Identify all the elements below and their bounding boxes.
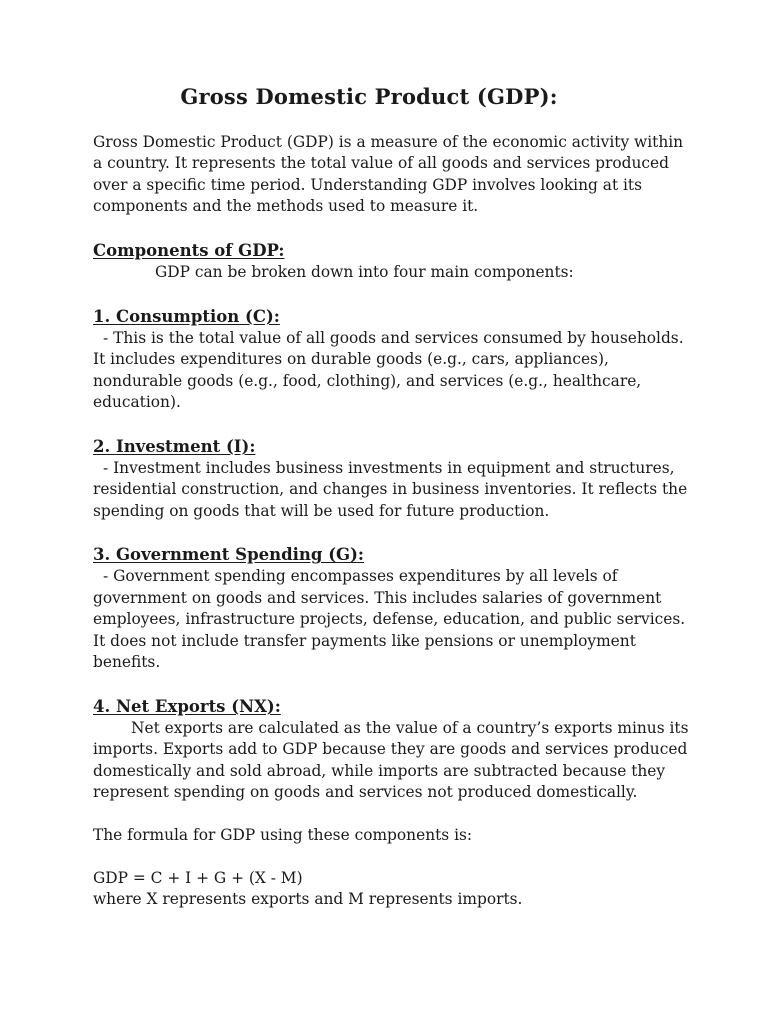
page-title: Gross Domestic Product (GDP): bbox=[180, 84, 558, 109]
section-text-government: - Government spending encompasses expenditures by all levels of government on goods and services. This includes salaries of government employees, infrastructure projects, defense, education, and public services. It does not include transfer payments like pensions or unemployment benefits. bbox=[93, 567, 686, 672]
section-text-net-exports: Net exports are calculated as the value of a country’s exports minus its imports. Exports add to GDP because they are goods and services produced domestically and sold abroad, while imports are subtracted because they represent spending on goods and services not produced domestically. bbox=[93, 718, 689, 802]
spacer bbox=[93, 803, 693, 824]
spacer bbox=[93, 522, 693, 543]
spacer bbox=[93, 218, 693, 239]
section-heading-investment: 2. Investment (I): bbox=[93, 436, 256, 456]
document-body bbox=[93, 132, 693, 910]
spacer bbox=[93, 673, 693, 694]
spacer bbox=[93, 413, 693, 434]
components-heading: Components of GDP: bbox=[93, 241, 285, 261]
formula-note: where X represents exports and M represents imports. bbox=[93, 890, 523, 909]
section-text-consumption: - This is the total value of all goods and services consumed by households. It includes expenditures on durable goods (e.g., cars, appliances), nondurable goods (e.g., food, clothing), and services (e.g., healthcare, education). bbox=[93, 328, 684, 412]
spacer bbox=[93, 283, 693, 304]
section-text-investment: - Investment includes business investments in equipment and structures, residential construction, and changes in business inventories. It reflects the spending on goods that will be used for future production. bbox=[93, 458, 688, 520]
section-heading-government: 3. Government Spending (G): bbox=[93, 545, 364, 565]
section-heading-net-exports: 4. Net Exports (NX): bbox=[93, 696, 281, 716]
intro-paragraph: Gross Domestic Product (GDP) is a measure of the economic activity within a country. It represents the total value of all goods and services produced over a specific time period. Understanding GDP involves looking at its components and the methods used to measure it. bbox=[93, 133, 684, 216]
section-heading-consumption: 1. Consumption (C): bbox=[93, 306, 280, 326]
spacer bbox=[93, 846, 693, 867]
formula-intro: The formula for GDP using these components is: bbox=[93, 825, 473, 844]
gdp-formula: GDP = C + I + G + (X - M) bbox=[93, 868, 303, 887]
components-intro: GDP can be broken down into four main components: bbox=[155, 263, 574, 282]
